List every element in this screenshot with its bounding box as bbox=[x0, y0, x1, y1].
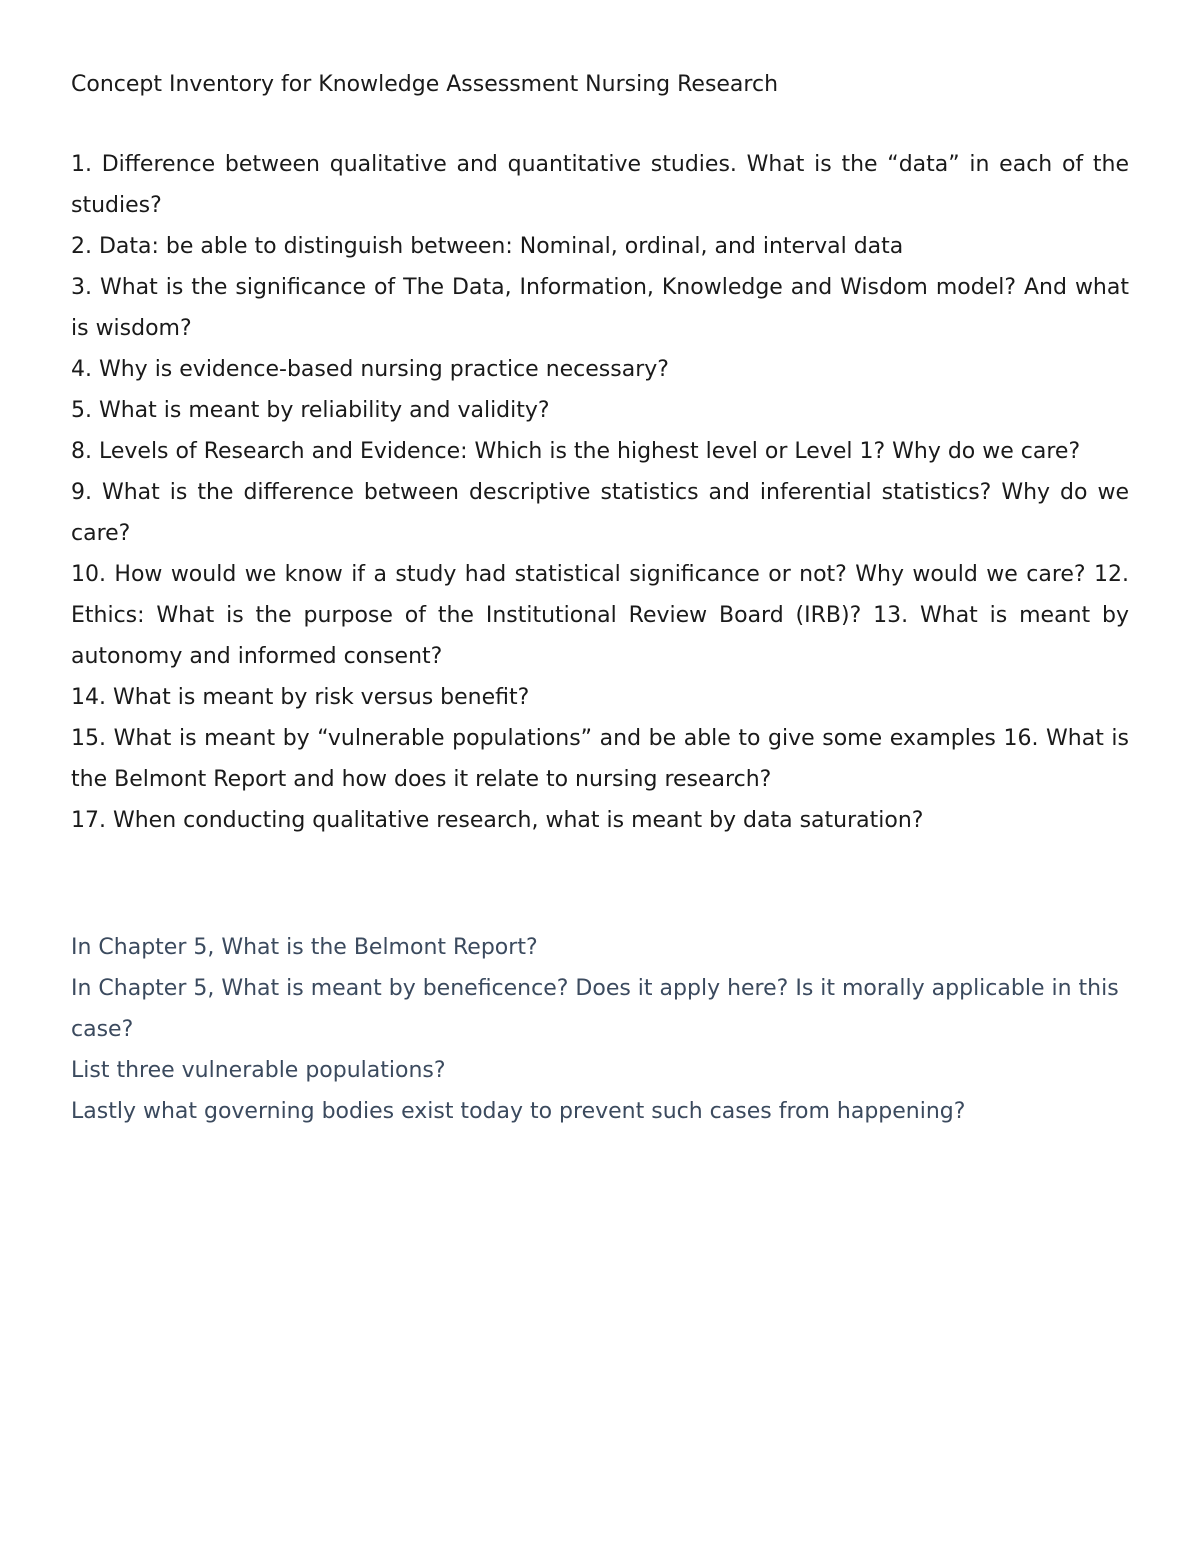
followup-item: In Chapter 5, What is the Belmont Report? bbox=[71, 935, 538, 960]
question-item: 9. What is the difference between descriptive statistics and inferential statistics? Why do we care? bbox=[71, 480, 1129, 546]
question-item: 14. What is meant by risk versus benefit? bbox=[71, 685, 530, 710]
followup-item: In Chapter 5, What is meant by beneficence? Does it apply here? Is it morally applicable in this case? bbox=[71, 976, 1119, 1042]
question-item: 2. Data: be able to distinguish between: Nominal, ordinal, and interval data bbox=[71, 234, 904, 259]
question-item: 17. When conducting qualitative research, what is meant by data saturation? bbox=[71, 808, 924, 833]
question-item: 3. What is the significance of The Data, Information, Knowledge and Wisdom model? And what is wisdom? bbox=[71, 275, 1129, 341]
question-list bbox=[71, 144, 1129, 841]
document-title: Concept Inventory for Knowledge Assessment Nursing Research bbox=[71, 72, 779, 97]
question-item: 10. How would we know if a study had statistical significance or not? Why would we care? 12. Ethics: What is the purpose of the Institutional Review Board (IRB)? 13. What is meant by autonomy and informed consent? bbox=[71, 562, 1129, 669]
question-item: 1. Difference between qualitative and quantitative studies. What is the “data” in each of the studies? bbox=[71, 152, 1129, 218]
document-page bbox=[71, 64, 1129, 1132]
question-item: 5. What is meant by reliability and validity? bbox=[71, 398, 550, 423]
followup-item: Lastly what governing bodies exist today to prevent such cases from happening? bbox=[71, 1099, 966, 1124]
question-item: 8. Levels of Research and Evidence: Which is the highest level or Level 1? Why do we care? bbox=[71, 439, 1081, 464]
followup-item: List three vulnerable populations? bbox=[71, 1058, 446, 1083]
followup-question-list bbox=[71, 927, 1129, 1132]
question-item: 4. Why is evidence-based nursing practice necessary? bbox=[71, 357, 669, 382]
question-item: 15. What is meant by “vulnerable populations” and be able to give some examples 16. What is the Belmont Report and how does it relate to nursing research? bbox=[71, 726, 1129, 792]
